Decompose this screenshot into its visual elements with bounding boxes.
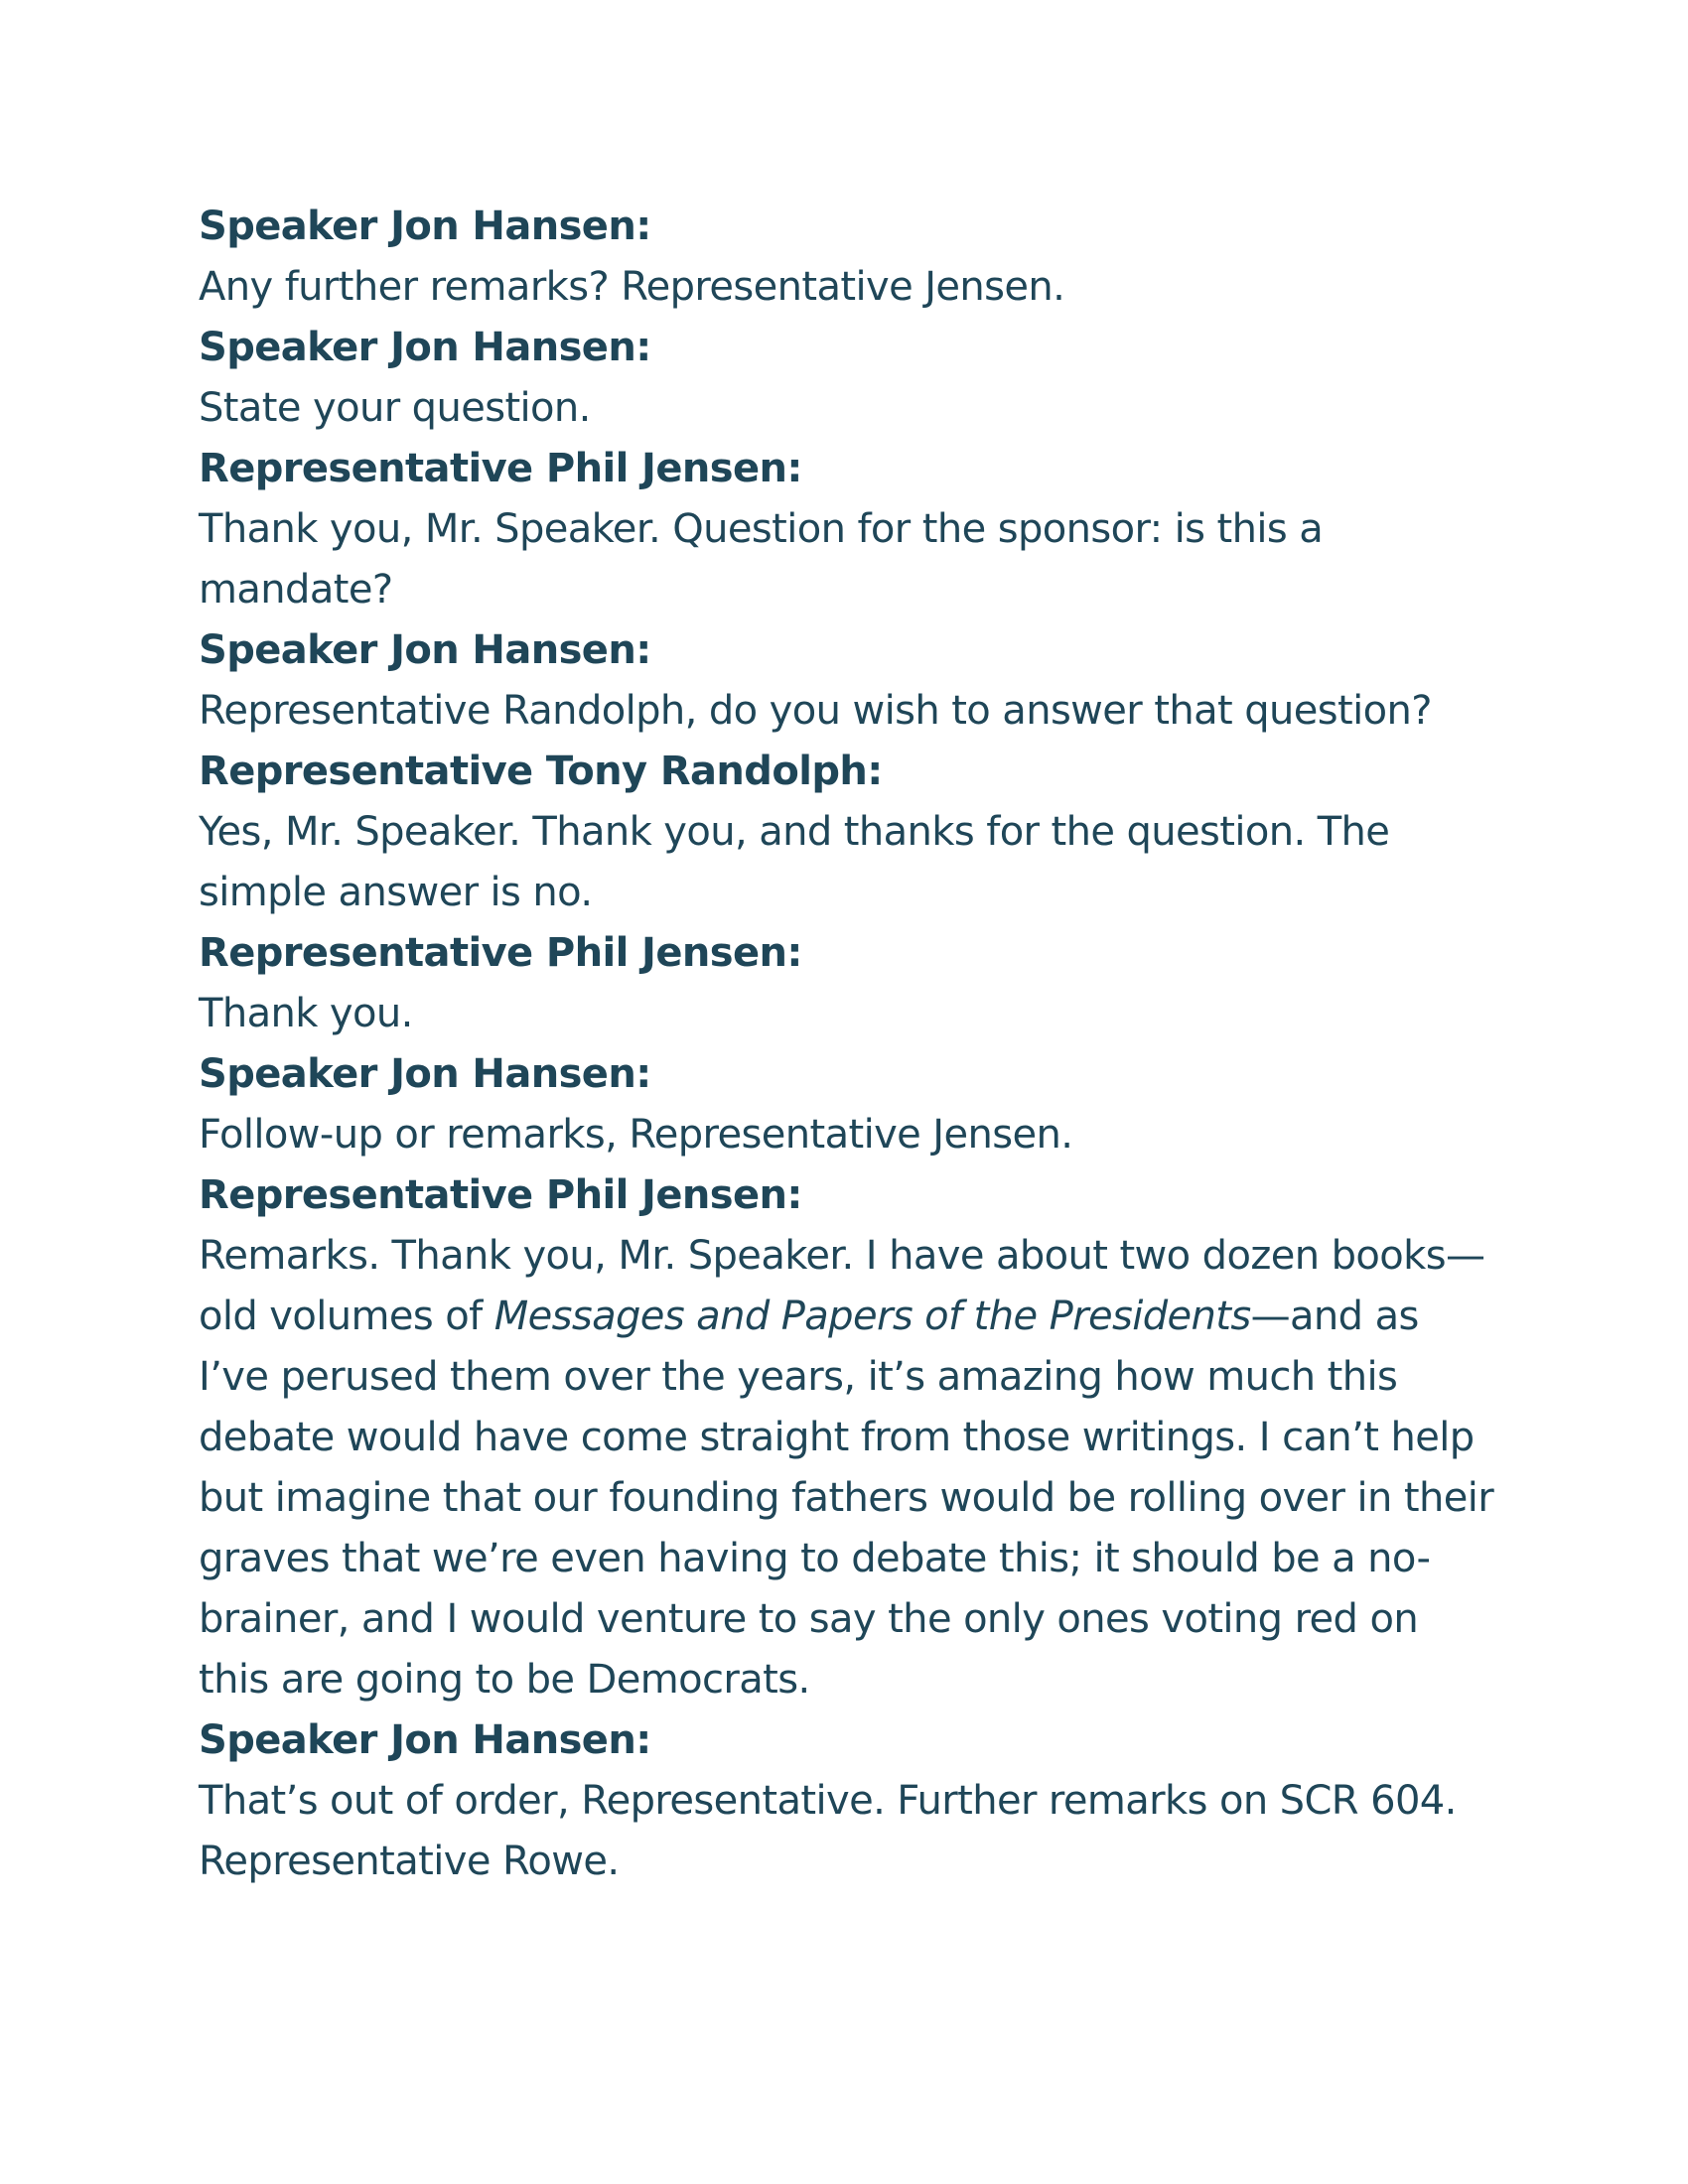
speaker-remark: That’s out of order, Representative. Further remarks on SCR 604. Representative Rowe. [199,1778,1457,1884]
speaker-remark [199,1226,1499,1710]
speaker-remark: Thank you. [199,991,413,1036]
speaker-remark: Thank you, Mr. Speaker. Question for the sponsor: is this a mandate? [199,506,1324,613]
transcript-page [199,197,1499,1892]
speaker-name: Speaker Jon Hansen: [199,627,651,673]
book-title: Messages and Papers of the Presidents [493,1294,1251,1339]
speaker-name: Representative Tony Randolph: [199,749,883,794]
speaker-remark: State your question. [199,385,591,431]
speaker-name: Speaker Jon Hansen: [199,325,651,370]
remark-text-after: —and as I’ve perused them over the years, it’s amazing how much this debate would have come straight from those writings. I can’t help but imagine that our founding fathers would be rolling over in their graves that we’re even having to debate this; it should be a no-brainer, and I would venture to say the only ones voting red on this are going to be Democrats. [199,1294,1494,1703]
speaker-name: Speaker Jon Hansen: [199,204,651,249]
speaker-remark: Yes, Mr. Speaker. Thank you, and thanks for the question. The simple answer is no. [199,809,1390,915]
speaker-name: Representative Phil Jensen: [199,930,802,976]
speaker-name: Speaker Jon Hansen: [199,1717,651,1763]
speaker-name: Representative Phil Jensen: [199,446,802,491]
speaker-name: Representative Phil Jensen: [199,1172,802,1218]
speaker-remark: Follow-up or remarks, Representative Jensen. [199,1112,1073,1158]
remark-text-before: Remarks. Thank you, Mr. Speaker. I have about two dozen books—old volumes of [199,1233,1485,1339]
speaker-remark: Any further remarks? Representative Jensen. [199,264,1065,310]
speaker-name: Speaker Jon Hansen: [199,1051,651,1097]
speaker-remark: Representative Randolph, do you wish to answer that question? [199,688,1432,734]
